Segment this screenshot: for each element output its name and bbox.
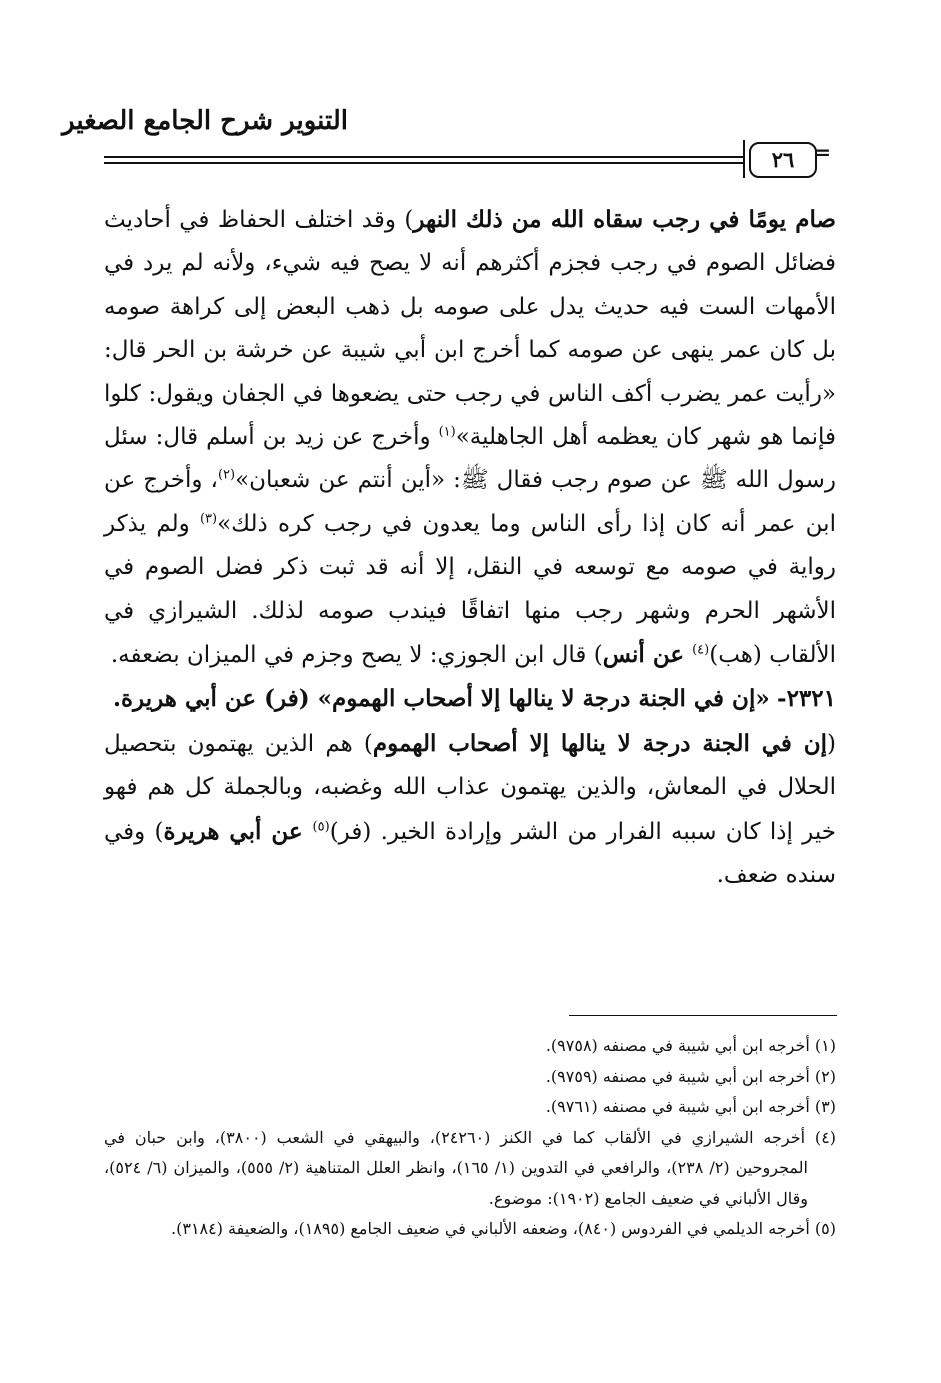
header-ornament-mark: = [814, 140, 831, 164]
footnote-ref-1: (١) [438, 424, 456, 440]
footnote: (١) أخرجه ابن أبي شيبة في مصنفه (٩٧٥٨). [545, 1036, 836, 1055]
hadith-entry [104, 677, 836, 721]
paragraph-commentary-2 [104, 722, 836, 898]
quoted-hadith-fragment: صام يومًا في رجب سقاه الله من ذلك النهر [413, 206, 837, 233]
footnote-ref-4: (٤) [692, 642, 710, 658]
narrator-name: عن أنس [602, 641, 693, 669]
text-span: ) وفي سنده ضعف. [104, 818, 836, 889]
footnote-separator [569, 1015, 837, 1016]
footnote: (٢) أخرجه ابن أبي شيبة في مصنفه (٩٧٥٩). [545, 1066, 836, 1086]
text-span: ) قال ابن الجوزي: لا يصح وجزم في الميزان بضعفه. [110, 642, 603, 669]
text-span: ، وأخرج عن ابن عمر أنه كان إذا رأى الناس وما يعدون في رجب كره ذلك» [104, 467, 836, 537]
footnote-ref-5: (٥) [312, 819, 330, 835]
footnotes [104, 1031, 836, 1245]
footnote-ref-3: (٣) [199, 511, 218, 527]
page-number: ٢٦ [749, 142, 817, 178]
footnote: (٣) أخرجه ابن أبي شيبة في مصنفه (٩٧٦١). [545, 1097, 836, 1116]
text-span: وأخرج عن زيد بن أسلم قال: سئل رسول الله ﷺ عن صوم رجب فقال ﷺ: «أين أنتم عن شعبان» [104, 424, 836, 494]
header-rule-line [104, 162, 743, 164]
text-span: ) وقد اختلف الحفاظ في أحاديث فضائل الصوم في رجب فجزم أكثرهم أنه لا يصح فيه شيء، ولأنه لم يرد في الأمهات الست فيه حديث يدل على صومه بل ذهب البعض إلى كراهة صومه بل كان عمر ينهى عن صومه كما أخرج ابن أبي شيبة عن خرشة بن الحر قال: «رأيت عمر يضرب أكف الناس في رجب حتى يضعوها في الجفان ويقول: كلوا فإنما هو شهر كان يعظمه أهل الجاهلية» [104, 207, 837, 451]
header-rule-line [104, 156, 743, 158]
hadith-number: ٢٣٢١- [777, 685, 836, 713]
quoted-hadith-fragment: إن في الجنة درجة لا ينالها إلا أصحاب الهموم [372, 729, 828, 757]
hadith-text: «إن في الجنة درجة لا ينالها إلا أصحاب الهموم» (فر) عن أبي هريرة. [112, 685, 770, 713]
text-span: ) هم الذين يهتمون بتحصيل الحلال في المعاش، والذين يهتمون عذاب الله وغضبه، وبالجملة كل هم فهو خير إذا كان سببه الفرار من الشر وإرادة الخير. (فر) [104, 730, 836, 845]
footnote: (٤) أخرجه الشيرازي في الألقاب كما في الكنز (٢٤٢٦٠)، والبيهقي في الشعب (٣٨٠٠)، وابن حبان في المجروحين (٢/ ٢٣٨)، والرافعي في التدوين (١/ ١٦٥)، وانظر العلل المتناهية (٢/ ٥٥٥)، والميزان (٦/ ٥٢٤)، وقال الألباني في ضعيف الجامع (١٩٠٢): موضوع. [104, 1127, 837, 1208]
main-text [104, 198, 836, 898]
footnote: (٥) أخرجه الديلمي في الفردوس (٨٤٠)، وضعفه الألباني في ضعيف الجامع (١٨٩٥)، والضعيفة (٣١٨٤). [171, 1219, 836, 1238]
paragraph-commentary-1 [104, 198, 836, 677]
page-header-ornament [104, 140, 831, 190]
running-title: التنوير شرح الجامع الصغير [62, 106, 348, 136]
footnote-ref-2: (٢) [217, 467, 236, 483]
narrator-name: عن أبي هريرة [163, 817, 313, 845]
text-span: ( [827, 730, 837, 757]
text-span: ولم يذكر رواية في صومه مع توسعه في النقل، إلا أنه قد ثبت ذكر فضل الصوم في الأشهر الحرم وشهر رجب منها اتفاقًا فيندب صومه لذلك. الشيرازي في الألقاب (هب) [104, 510, 836, 669]
